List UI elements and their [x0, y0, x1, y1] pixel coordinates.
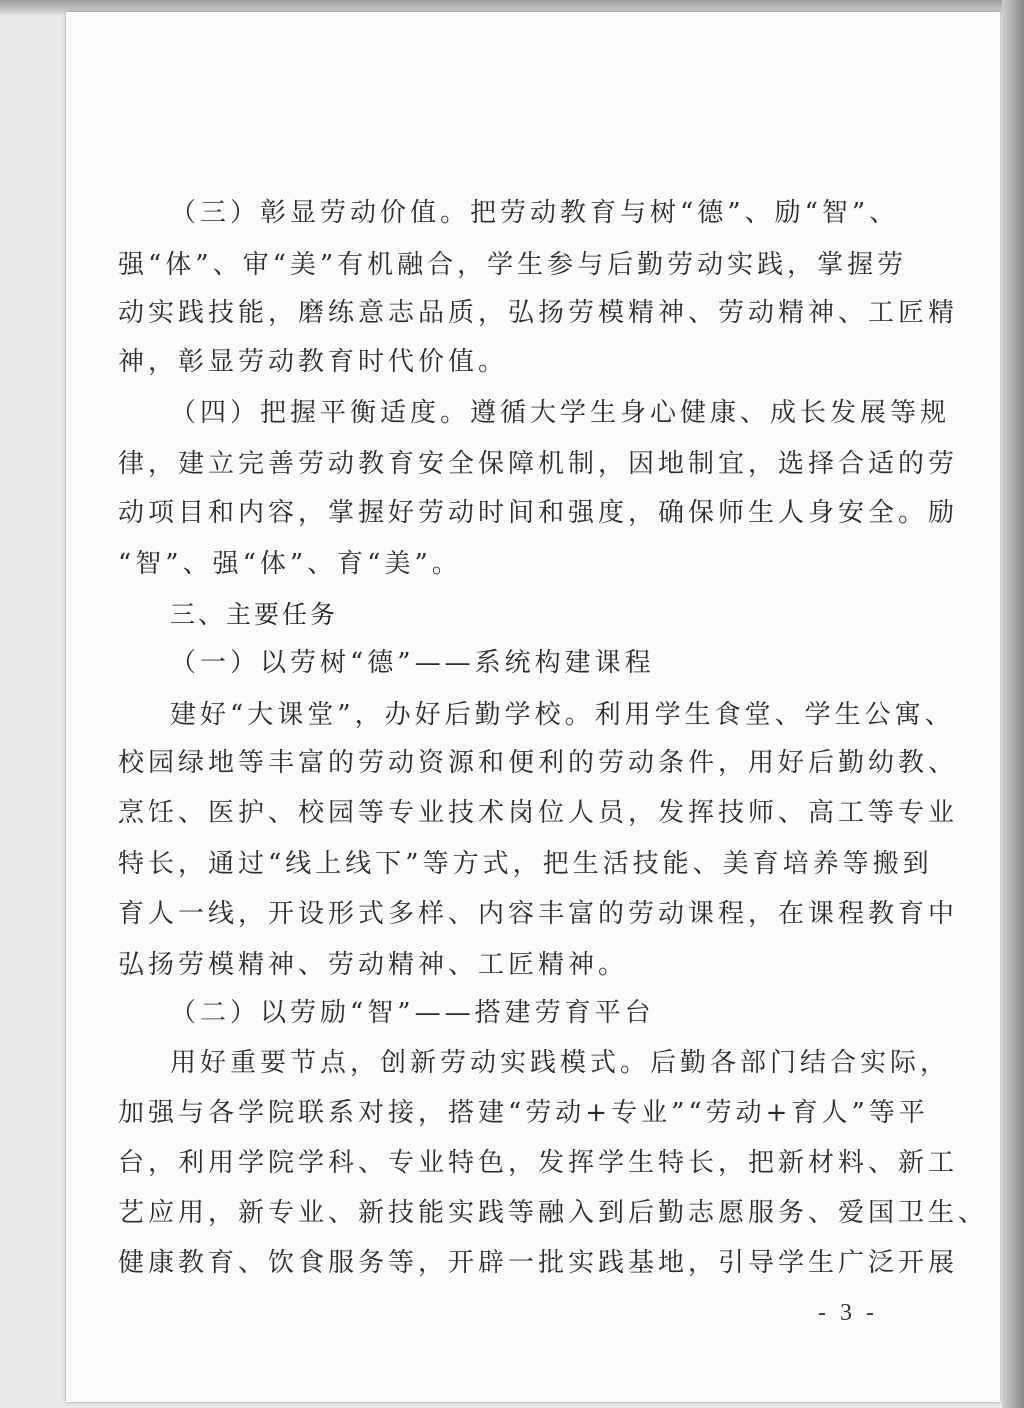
section-heading-main-tasks: 三、主要任务: [170, 600, 339, 629]
task-1-line-2: 校园绿地等丰富的劳动资源和便利的劳动条件，用好后勤幼教、: [118, 748, 959, 778]
task-2-title: （二）以劳励“智”——搭建劳育平台: [170, 998, 655, 1028]
page-number: - 3 -: [818, 1300, 878, 1326]
paragraph-4-line-3: 动项目和内容，掌握好劳动时间和强度，确保师生人身安全。励: [118, 498, 959, 528]
paragraph-3-line-1: （三）彰显劳动价值。把劳动教育与树“德”、励“智”、: [170, 198, 900, 228]
task-1-line-6: 弘扬劳模精神、劳动精神、工匠精神。: [118, 950, 629, 980]
task-1-line-4: 特长，通过“线上线下”等方式，把生活技能、美育培养等搬到: [118, 849, 933, 879]
task-2-line-2: 加强与各学院联系对接，搭建“劳动+专业”“劳动+育人”等平: [118, 1098, 929, 1128]
paragraph-4-line-1: （四）把握平衡适度。遵循大学生身心健康、成长发展等规: [170, 398, 951, 428]
paragraph-4-line-4: “智”、强“体”、育“美”。: [118, 549, 462, 579]
task-1-title: （一）以劳树“德”——系统构建课程: [170, 648, 655, 678]
paragraph-3-line-3: 动实践技能，磨练意志品质，弘扬劳模精神、劳动精神、工匠精: [118, 298, 959, 328]
task-2-line-5: 健康教育、饮食服务等，开辟一批实践基地，引导学生广泛开展: [118, 1248, 959, 1278]
task-1-line-3: 烹饪、医护、校园等专业技术岗位人员，发挥技师、高工等专业: [118, 798, 959, 828]
task-1-line-1: 建好“大课堂”，办好后勤学校。利用学生食堂、学生公寓、: [170, 700, 955, 730]
scanner-right-edge: [1002, 0, 1024, 1408]
task-2-line-3: 台，利用学院学科、专业特色，发挥学生特长，把新材料、新工: [118, 1148, 959, 1178]
paragraph-3-line-2: 强“体”、审“美”有机融合，学生参与后勤劳动实践，掌握劳: [118, 250, 908, 280]
task-2-line-4: 艺应用，新专业、新技能实践等融入到后勤志愿服务、爱国卫生、: [118, 1198, 989, 1228]
task-1-line-5: 育人一线，开设形式多样、内容丰富的劳动课程，在课程教育中: [118, 899, 959, 929]
paragraph-3-line-4: 神，彰显劳动教育时代价值。: [118, 347, 509, 377]
task-2-line-1: 用好重要节点，创新劳动实践模式。后勤各部门结合实际，: [170, 1048, 951, 1078]
paragraph-4-line-2: 律，建立完善劳动教育安全保障机制，因地制宜，选择合适的劳: [118, 449, 959, 479]
